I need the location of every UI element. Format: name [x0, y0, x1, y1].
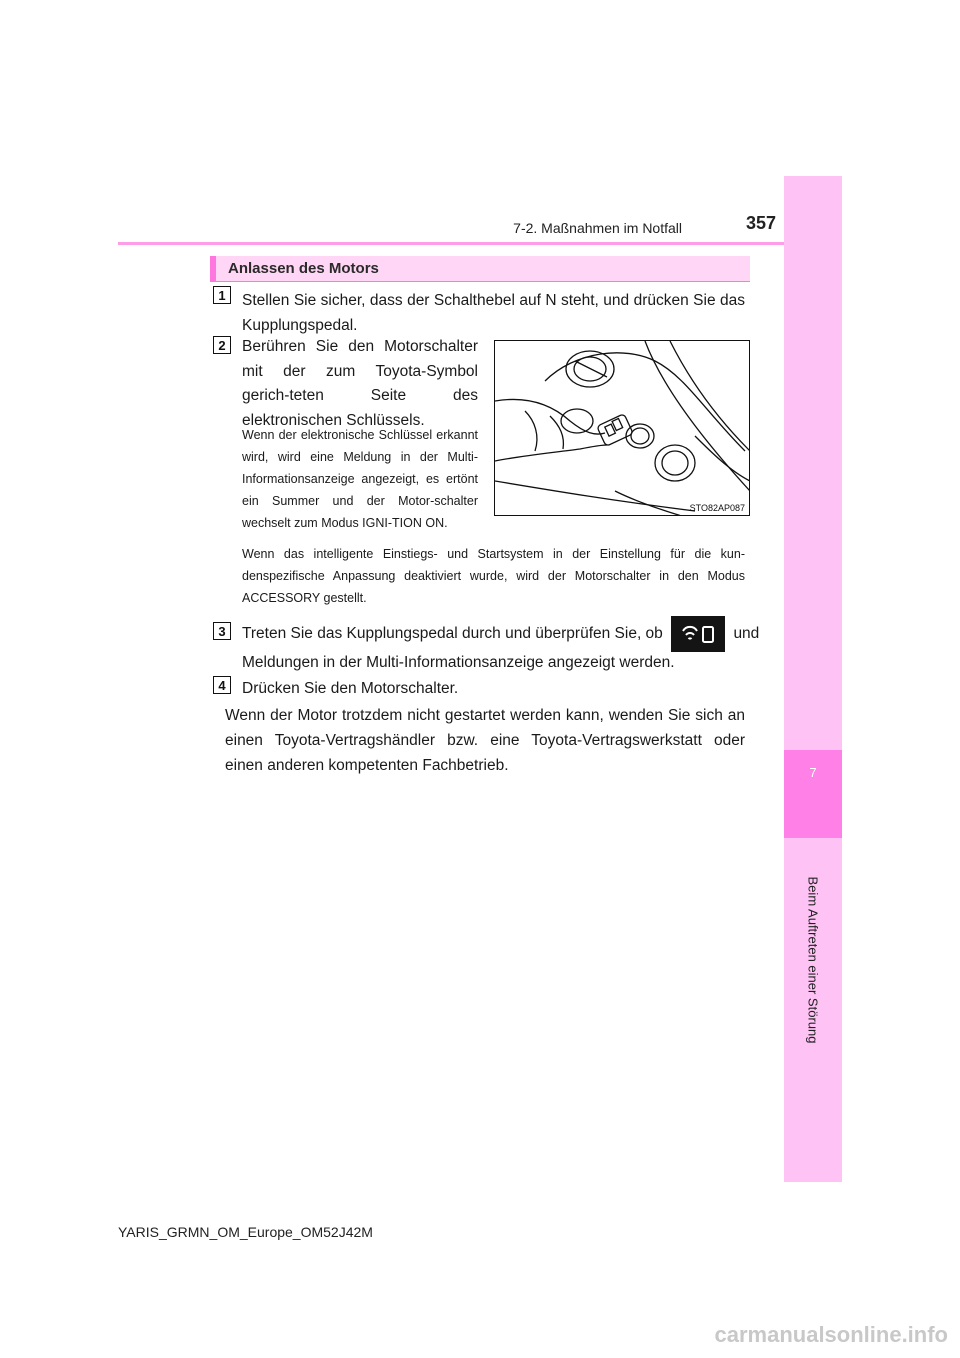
chapter-number: 7: [809, 765, 817, 780]
step-2-note: Wenn der elektronische Schlüssel erkannt wird, wird eine Meldung in der Multi-Informationsanzeige angezeigt, es ertönt ein Summer und der Motor-schalter wechselt zum Modus IGNI-TION ON.: [242, 428, 478, 530]
section-heading: Anlassen des Motors: [210, 256, 750, 282]
footer-document-code: YARIS_GRMN_OM_Europe_OM52J42M: [118, 1224, 373, 1240]
closing-paragraph: Wenn der Motor trotzdem nicht gestartet werden kann, wenden Sie sich an einen Toyota-Vertragshändler bzw. eine Toyota-Vertragswerkstatt oder einen anderen kompetenten Fachbetrieb.: [225, 707, 745, 774]
watermark: carmanualsonline.info: [714, 1322, 948, 1347]
step-1-text: Stellen Sie sicher, dass der Schalthebel auf N steht, und drücken Sie das Kupplungspedal.: [242, 292, 745, 334]
step-number-2: 2: [213, 336, 231, 354]
hand-with-key-fob-illustration: [495, 341, 750, 516]
step-number-3: 3: [213, 622, 231, 640]
step-3-text-line2: Meldungen in der Multi-Informationsanzeige angezeigt werden.: [242, 654, 675, 671]
step-4-text: Drücken Sie den Motorschalter.: [242, 680, 459, 697]
section-title: 7-2. Maßnahmen im Notfall: [513, 220, 682, 236]
chapter-title: Beim Auftreten einer Störung: [805, 876, 821, 1044]
step-2-text: Berühren Sie den Motorschalter mit der zum Toyota-Symbol gerich-teten Seite des elektronischen Schlüssels.: [242, 338, 478, 429]
step-3-text-after: und: [733, 625, 760, 643]
step-number-4: 4: [213, 676, 231, 694]
step-2-customization-note: Wenn das intelligente Einstiegs- und Startsystem in der Einstellung für die kun-denspezifische Anpassung deaktiviert wurde, wird der Motorschalter in den Modus ACCESSORY gestellt.: [242, 547, 745, 605]
figure-code: STO82AP087: [689, 503, 745, 513]
key-fob-figure: [494, 340, 750, 516]
step-3-text-before: Treten Sie das Kupplungspedal durch und überprüfen Sie, ob: [242, 625, 663, 643]
header-rule: [118, 242, 784, 245]
step-number-1: 1: [213, 286, 231, 304]
chapter-side-tab-active: [784, 750, 842, 838]
key-fob-indicator-icon: [671, 616, 725, 652]
heading-rule: [210, 281, 750, 282]
step-3-text: [242, 616, 760, 652]
page-number: 357: [745, 213, 776, 233]
